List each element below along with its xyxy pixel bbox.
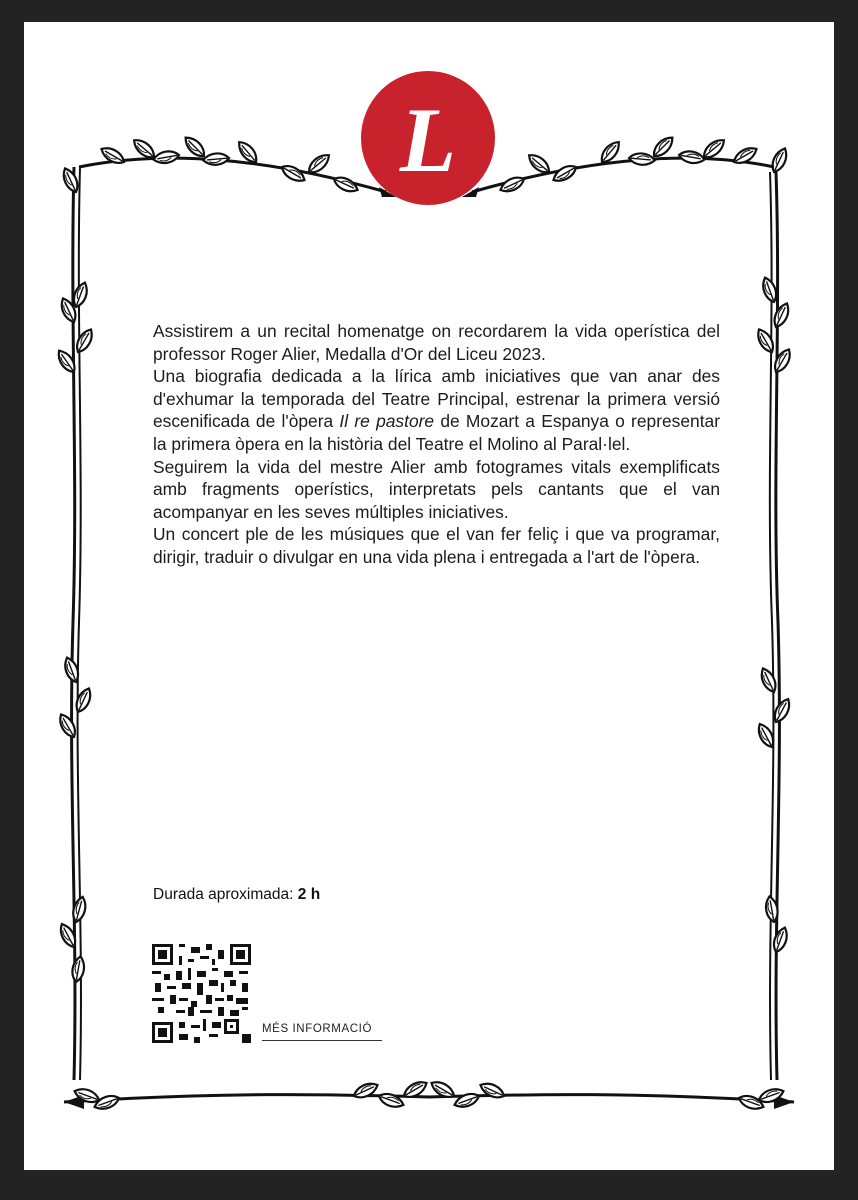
bottom-branch [64,1078,794,1112]
left-vine [54,166,95,1080]
liceu-logo [361,71,495,205]
more-info-link[interactable]: MÉS INFORMACIÓ [262,1023,382,1041]
duration [153,886,320,904]
logo-letter: L [399,89,457,191]
description [153,320,720,569]
paragraph-2: Una biografia dedicada a la lírica amb iniciatives que van anar des d'exhumar la temporada del Teatre Principal, estrenar la primera versió escenificada de l'òpera Il re pastore de Mozart a Espanya o representar la primera òpera en la història del Teatre el Molino al Paral·lel. [153,366,720,454]
top-right-branch [462,134,774,197]
poster-sheet [24,22,834,1170]
top-left-branch [79,134,396,197]
opera-title: Il re pastore [339,411,435,432]
paragraph-1: Assistirem a un recital homenatge on recordarem la vida operística del professor Roger Alier, Medalla d'Or del Liceu 2023. [153,321,720,364]
duration-label: Durada aproximada: [153,886,294,903]
duration-value: 2 h [297,886,321,903]
qr-code-icon[interactable] [152,944,251,1043]
paragraph-3: Seguirem la vida del mestre Alier amb fotogrames vitals exemplificats amb fragments operístics, interpretats pels cantants que el van acompanyar en les seves múltiples iniciatives. [153,456,720,522]
paragraph-4: Un concert ple de les músiques que el van fer feliç i que va programar, dirigir, traduir o divulgar en una vida plena i entregada a l'art de l'òpera. [153,524,720,567]
right-vine [754,146,794,1080]
